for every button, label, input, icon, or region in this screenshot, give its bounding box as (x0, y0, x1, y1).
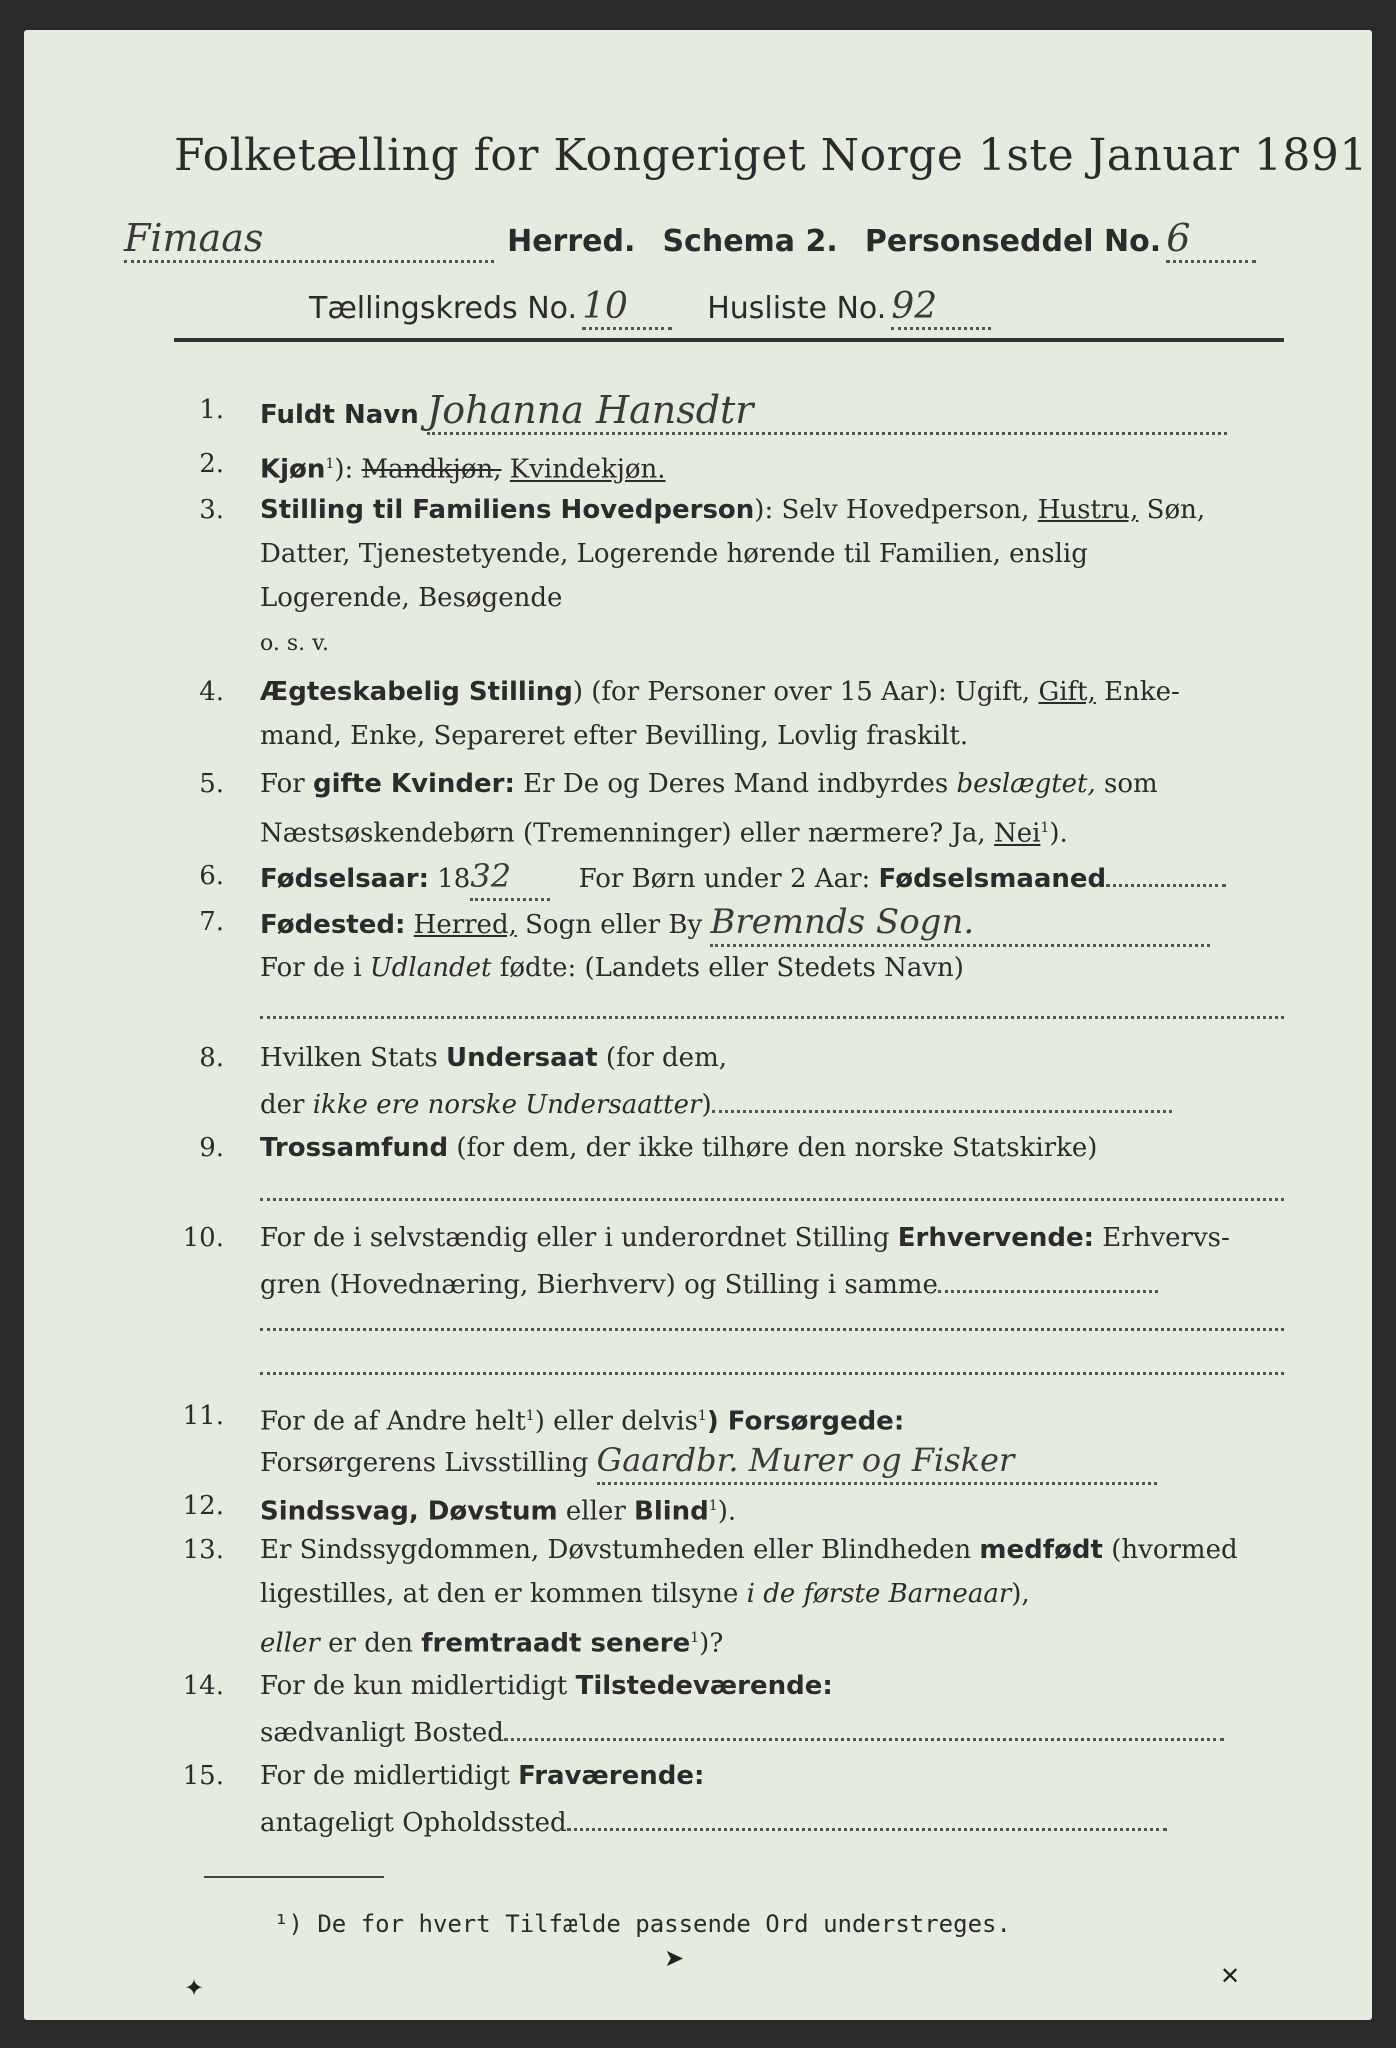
trossamfund-label: Trossamfund (260, 1133, 449, 1163)
undersaat-label: Undersaat (445, 1043, 598, 1073)
personseddel-no: 6 (1166, 216, 1256, 263)
fodselsaar-value: 32 (470, 854, 550, 901)
fodested-value: Bremnds Sogn. (710, 900, 1210, 947)
fodselsmaaned-label: Fødselsmaaned (878, 864, 1107, 894)
forsorgede-pre: For de af Andre helt (260, 1406, 526, 1437)
footnote-ref: 1 (1040, 820, 1050, 836)
item-number: 13. (182, 1535, 224, 1565)
gifte-beslaegtet: beslægtet, (956, 769, 1096, 799)
census-form (24, 30, 1383, 2020)
undersaat-italic: ikke ere norske Undersaatter (312, 1090, 702, 1120)
form-title: Folketælling for Kongeriget Norge 1ste Januar 1891. (174, 130, 1383, 181)
stilling-hustru: Hustru, (1037, 495, 1139, 525)
erhverv-line-2 (260, 1260, 1284, 1307)
footnote-mark: ¹) (274, 1910, 303, 1938)
item-number: 5. (199, 769, 224, 799)
gifte-pre: For (260, 769, 305, 799)
bosted-blank (504, 1708, 1224, 1741)
stilling-line-4: o. s. v. (260, 631, 329, 656)
medfodt-line-3 (260, 1616, 1284, 1666)
medfodt-pre: Er Sindssygdommen, Døvstumheden eller Blindheden (260, 1535, 972, 1565)
gifte-line-2 (260, 806, 1284, 856)
kjon-kvindekjon: Kvindekjøn. (509, 454, 666, 485)
footnote-ref: 1 (525, 1408, 535, 1424)
udlandet-pre: For de i (260, 953, 362, 983)
item-number: 10. (182, 1223, 224, 1253)
herred-row (124, 216, 1284, 266)
fravaerende-pre: For de midlertidigt (260, 1761, 510, 1791)
erhverv-line-2-text: gren (Hovednæring, Bierhverv) og Stilling i samme (260, 1270, 938, 1300)
aegteskab-text: ) (for Personer over 15 Aar): Ugift, (572, 677, 1031, 707)
blind-label: Blind (634, 1496, 709, 1527)
center-mark-icon: ➤ (664, 1944, 685, 1972)
kjon-label: Kjøn (260, 454, 326, 485)
herred-name: Fimaas (124, 216, 494, 263)
fodested-label: Fødested: (260, 910, 406, 940)
livsstilling-label: Forsørgerens Livsstilling (260, 1448, 589, 1478)
aegteskab-line-2: mand, Enke, Separeret efter Bevilling, Lovlig fraskilt. (260, 721, 969, 751)
forsorgede-label: ) Forsørgede: (706, 1406, 905, 1437)
footnote-ref: 1 (325, 456, 335, 472)
taellingskreds-no: 10 (582, 286, 672, 330)
medfodt-line-2 (260, 1572, 1284, 1616)
item-number: 1. (199, 395, 224, 425)
footnote-ref: 1 (708, 1498, 718, 1514)
medfodt-line-2-post: ), (1011, 1579, 1030, 1609)
medfodt-text: (hvormed (1111, 1535, 1238, 1565)
aegteskab-enke: Enke- (1104, 677, 1180, 707)
livsstilling-value: Gaardbr. Murer og Fisker (597, 1438, 1157, 1485)
herred-label: Herred. (507, 224, 636, 259)
item-number: 6. (199, 861, 224, 891)
blank-line (260, 1370, 1284, 1375)
item-number: 4. (199, 677, 224, 707)
taellingskreds-label: Tællingskreds No. (309, 291, 577, 326)
udlandet-word: Udlandet (369, 953, 492, 983)
stilling-line-3: Logerende, Besøgende (260, 583, 563, 613)
stilling-son: Søn, (1146, 495, 1206, 525)
fuldt-navn-value: Johanna Hansdtr (427, 388, 1227, 435)
undersaat-blank (712, 1080, 1172, 1113)
tilstede-pre: For de kun midlertidigt (260, 1671, 568, 1701)
medfodt-line-2-italic: i de første Barneaar (746, 1579, 1012, 1609)
item-number: 2. (199, 449, 224, 479)
bosted-label: sædvanligt Bosted (260, 1718, 504, 1748)
item-number: 7. (199, 907, 224, 937)
fodested-line-2 (260, 946, 1284, 990)
blank-line (260, 1326, 1284, 1331)
kjon-mandkjon: Mandkjøn, (361, 454, 502, 485)
opholdssted-blank (567, 1798, 1167, 1831)
gifte-line-2-text: Næstsøskendebørn (Tremenninger) eller nærmere? Ja, (260, 818, 986, 849)
trossamfund-text: (for dem, der ikke tilhøre den norske Statskirke) (456, 1133, 1098, 1163)
erhverv-label: Erhvervende: (897, 1223, 1095, 1253)
header-divider (174, 338, 1284, 342)
medfodt-line-2-pre: ligestilles, at den er kommen tilsyne (260, 1579, 739, 1609)
undersaat-pre: Hvilken Stats (260, 1043, 438, 1073)
blank-line (260, 1196, 1284, 1201)
corner-mark-icon: ✕ (1220, 1962, 1241, 1990)
aegteskab-label: Ægteskabelig Stilling (260, 677, 573, 707)
husliste-no: 92 (891, 286, 991, 330)
sindssvag-label: Sindssvag, Døvstum (260, 1496, 558, 1527)
schema-label: Schema 2. (662, 224, 838, 259)
forsorgede-mid: ) eller delvis (534, 1406, 698, 1437)
item-number: 3. (199, 495, 224, 525)
forsorgede-line-2 (260, 1438, 1284, 1485)
medfodt-eller: eller (260, 1628, 320, 1659)
medfodt-line-3-end: )? (699, 1628, 724, 1659)
gifte-som: som (1104, 769, 1158, 799)
item-number: 8. (199, 1043, 224, 1073)
personseddel-label: Personseddel No. (864, 224, 1162, 259)
footnote-ref: 1 (697, 1408, 707, 1424)
fremtraadt-label: fremtraadt senere (421, 1628, 691, 1659)
fuldt-navn-label: Fuldt Navn (260, 400, 419, 430)
fodselsmaaned-blank (1106, 854, 1226, 887)
footnote (274, 1910, 1011, 1938)
gifte-end: ). (1049, 818, 1068, 849)
fodselsaar-prefix: 18 (437, 864, 471, 894)
footnote-rule (204, 1876, 384, 1878)
sindssvag-eller: eller (565, 1496, 626, 1527)
born-text: For Børn under 2 Aar: (578, 864, 871, 894)
stilling-label: Stilling til Familiens Hovedperson (260, 495, 755, 525)
item-number: 14. (182, 1671, 224, 1701)
stilling-line-2: Datter, Tjenestetyende, Logerende hørende til Familien, enslig (260, 539, 1088, 569)
taellingskreds-row (309, 286, 1284, 336)
husliste-label: Husliste No. (707, 291, 887, 326)
fodested-text: Sogn eller By (525, 910, 703, 940)
corner-mark-icon: ✦ (184, 1974, 205, 2002)
stilling-text: ): Selv Hovedperson, (754, 495, 1030, 525)
aegteskab-gift: Gift, (1038, 677, 1096, 707)
gifte-text: Er De og Deres Mand indbyrdes (523, 769, 949, 799)
fodested-herred: Herred, (413, 910, 517, 940)
udlandet-post: fødte: (Landets eller Stedets Navn) (499, 953, 964, 983)
kjon-colon: ): (334, 454, 354, 485)
footnote-text: De for hvert Tilfælde passende Ord understreges. (317, 1910, 1011, 1938)
medfodt-label: medfødt (979, 1535, 1103, 1565)
sindssvag-end: ). (717, 1496, 737, 1527)
item-number: 9. (199, 1133, 224, 1163)
gifte-nei: Nei (993, 818, 1041, 849)
fravaerende-line-2 (260, 1798, 1284, 1845)
medfodt-line-3-pre: er den (328, 1628, 413, 1659)
undersaat-der: der (260, 1090, 305, 1120)
item-number: 15. (182, 1761, 224, 1791)
gifte-label: gifte Kvinder: (312, 769, 515, 799)
erhverv-blank (938, 1260, 1158, 1293)
fodselsaar-label: Fødselsaar: (260, 864, 429, 894)
undersaat-text: (for dem, (605, 1043, 727, 1073)
tilstede-label: Tilstedeværende: (575, 1671, 833, 1701)
footnote-ref: 1 (690, 1630, 700, 1646)
undersaat-line-2 (260, 1080, 1284, 1127)
erhverv-text: Erhvervs- (1102, 1223, 1230, 1253)
undersaat-close: ) (701, 1090, 712, 1120)
item-number: 12. (182, 1491, 224, 1521)
item-number: 11. (182, 1401, 224, 1431)
opholdssted-label: antageligt Opholdssted (260, 1808, 567, 1838)
blank-line (260, 1014, 1284, 1019)
fravaerende-label: Fraværende: (518, 1761, 705, 1791)
tilstede-line-2 (260, 1708, 1284, 1755)
erhverv-pre: For de i selvstændig eller i underordnet Stilling (260, 1223, 890, 1253)
